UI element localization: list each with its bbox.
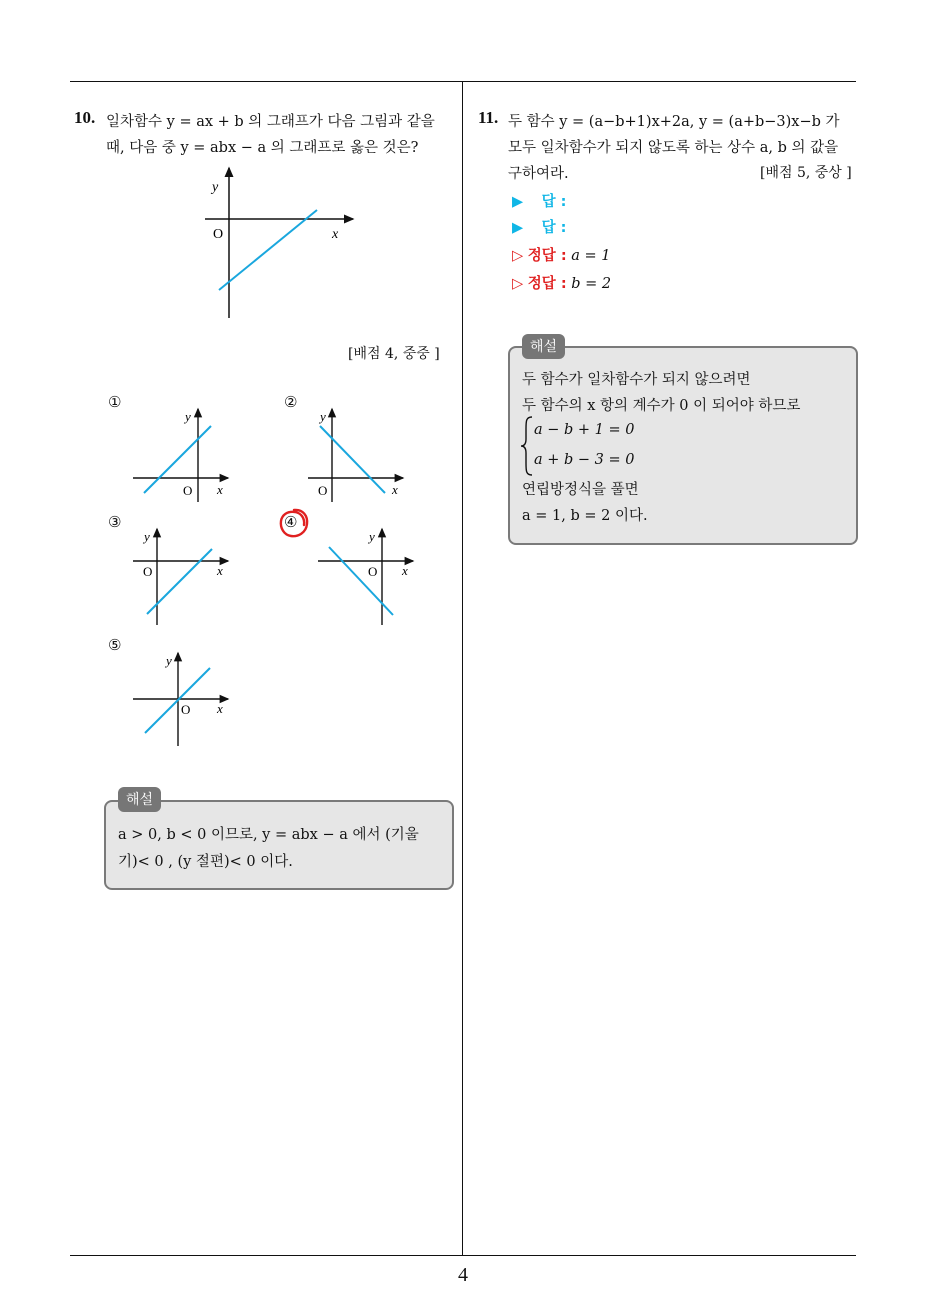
play-icon: ▶	[512, 194, 524, 210]
choice-2-mark[interactable]: ②	[284, 393, 298, 411]
x-axis-label: x	[402, 563, 408, 578]
choice-1-graph	[128, 404, 238, 504]
correct-a-value: a = 1	[571, 248, 611, 264]
q11-solution-line6: a = 1, b = 2 이다.	[522, 508, 648, 524]
q11-number: 11.	[478, 108, 499, 127]
origin-label: O	[318, 483, 328, 498]
x-axis-label: x	[392, 482, 398, 497]
origin-label: O	[181, 702, 191, 717]
q11-text-line2: 모두 일차함수가 되지 않도록 하는 상수 a, b 의 값을	[508, 140, 839, 156]
correct-answer-b: ▷ 정답 : b = 2	[512, 276, 612, 292]
answer-row-1[interactable]	[512, 190, 566, 211]
bottom-rule	[70, 1255, 856, 1256]
answer-prompt-1: 답 :	[541, 194, 567, 210]
column-divider	[462, 82, 463, 1256]
selected-circle-mark	[277, 506, 311, 540]
q10-solution-tag: 해설	[118, 787, 161, 812]
choice-5-mark[interactable]: ⑤	[108, 636, 122, 654]
q11-text-line3: 구하여라.	[508, 166, 569, 182]
y-axis-label: y	[320, 409, 326, 424]
page-number: 4	[458, 1264, 468, 1286]
q10-main-graph	[195, 160, 365, 325]
y-axis-label: y	[369, 529, 375, 544]
play-icon: ▶	[512, 220, 524, 236]
q10-solution-box	[104, 800, 454, 890]
q10-solution-line2: 기)< 0 , (y 절편)< 0 이다.	[118, 854, 293, 870]
q11-equation-1: a − b + 1 = 0	[534, 422, 635, 438]
correct-b-value: b = 2	[571, 276, 612, 292]
y-axis-label: y	[185, 409, 191, 424]
q11-solution-line1: 두 함수가 일차함수가 되지 않으려면	[522, 372, 751, 388]
origin-label: O	[143, 564, 153, 579]
choice-4-graph	[313, 527, 423, 627]
choice-1-mark[interactable]: ①	[108, 393, 122, 411]
y-axis-label: y	[144, 529, 150, 544]
main-x-label: x	[332, 227, 339, 242]
correct-answer-a: ▷ 정답 : a = 1	[512, 248, 611, 264]
q11-solution-tag: 해설	[522, 334, 565, 359]
origin-label: O	[183, 483, 193, 498]
choice-2-graph	[303, 404, 413, 504]
origin-label: O	[368, 564, 378, 579]
q10-number: 10.	[74, 108, 96, 127]
q11-solution-line5: 연립방정식을 풀면	[522, 482, 639, 498]
x-axis-label: x	[217, 482, 223, 497]
answer-row-2[interactable]	[512, 216, 566, 237]
system-brace	[520, 415, 534, 477]
main-y-label: y	[212, 180, 219, 195]
x-axis-label: x	[217, 701, 223, 716]
top-rule	[70, 81, 856, 82]
q11-text-line1: 두 함수 y = (a−b+1)x+2a, y = (a+b−3)x−b 가	[508, 114, 840, 130]
q11-equation-2: a + b − 3 = 0	[534, 452, 635, 468]
main-origin-label: O	[213, 227, 224, 242]
outline-play-icon: ▷	[512, 248, 524, 264]
choice-5-graph	[128, 650, 238, 750]
q11-solution-line2: 두 함수의 x 항의 계수가 0 이 되어야 하므로	[522, 398, 801, 414]
outline-play-icon: ▷	[512, 276, 524, 292]
q10-solution-line1: a > 0, b < 0 이므로, y = abx − a 에서 (기울	[118, 827, 419, 843]
y-axis-label: y	[166, 653, 172, 668]
q10-score: [배점 4, 중중 ]	[348, 346, 440, 362]
x-axis-label: x	[217, 563, 223, 578]
choice-4-mark[interactable]: ④	[284, 513, 298, 531]
choice-3-graph	[128, 527, 238, 627]
q11-score: [배점 5, 중상 ]	[760, 165, 852, 181]
choice-3-mark[interactable]: ③	[108, 513, 122, 531]
q10-text-line2: 때, 다음 중 y = abx − a 의 그래프로 옳은 것은?	[106, 140, 419, 156]
q10-text-line1: 일차함수 y = ax + b 의 그래프가 다음 그림과 같을	[106, 114, 435, 130]
answer-prompt-2: 답 :	[541, 220, 567, 236]
